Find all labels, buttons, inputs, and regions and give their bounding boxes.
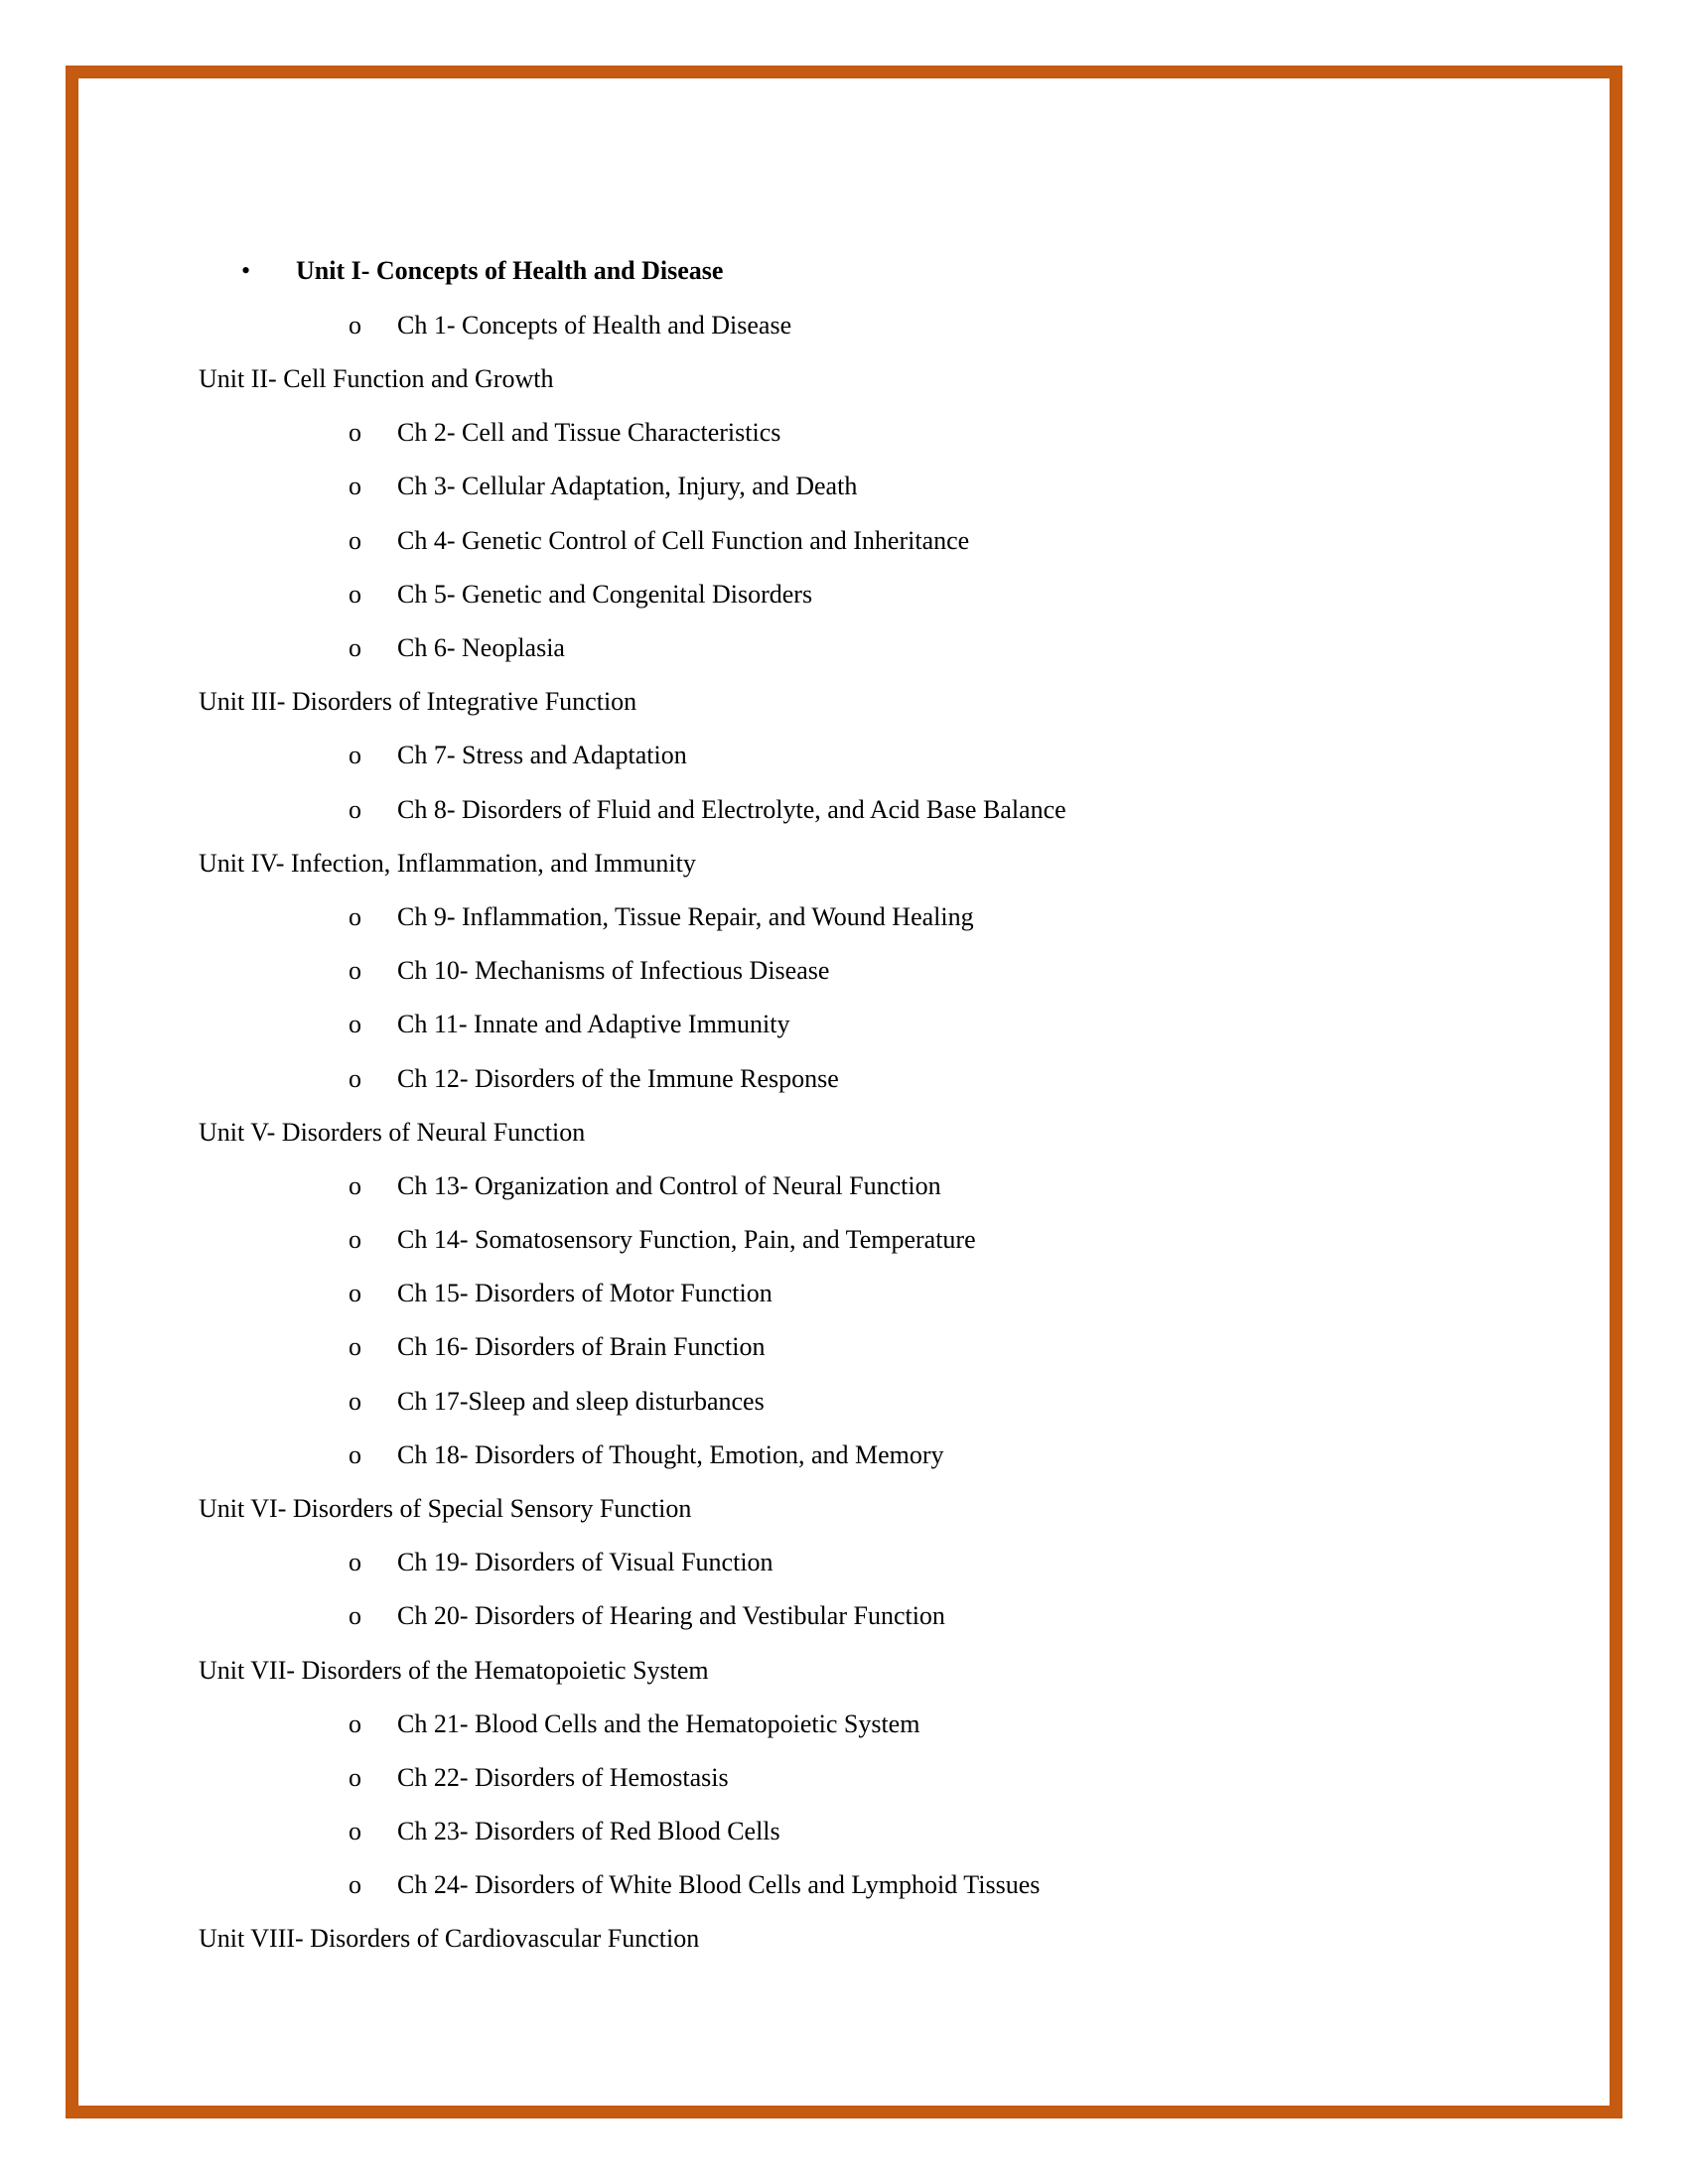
chapter-15: Ch 15- Disorders of Motor Function	[397, 1279, 773, 1307]
chapter-2: Ch 2- Cell and Tissue Characteristics	[397, 418, 781, 447]
chapter-bullet-icon: o	[349, 1763, 361, 1792]
chapter-17: Ch 17-Sleep and sleep disturbances	[397, 1387, 765, 1416]
chapter-bullet-icon: o	[349, 1171, 361, 1200]
unit-title-7: Unit VII- Disorders of the Hematopoietic System	[199, 1656, 709, 1685]
chapter-bullet-icon: o	[349, 1225, 361, 1254]
chapter-6: Ch 6- Neoplasia	[397, 633, 565, 662]
chapter-bullet-icon: o	[349, 580, 361, 609]
chapter-7: Ch 7- Stress and Adaptation	[397, 741, 687, 769]
chapter-19: Ch 19- Disorders of Visual Function	[397, 1548, 774, 1576]
chapter-23: Ch 23- Disorders of Red Blood Cells	[397, 1817, 780, 1845]
chapter-bullet-icon: o	[349, 1440, 361, 1469]
chapter-bullet-icon: o	[349, 956, 361, 985]
unit-title-8: Unit VIII- Disorders of Cardiovascular Function	[199, 1924, 700, 1953]
chapter-bullet-icon: o	[349, 1870, 361, 1899]
chapter-bullet-icon: o	[349, 795, 361, 824]
chapter-16: Ch 16- Disorders of Brain Function	[397, 1332, 766, 1361]
chapter-bullet-icon: o	[349, 1010, 361, 1038]
chapter-bullet-icon: o	[349, 526, 361, 555]
unit-title-6: Unit VI- Disorders of Special Sensory Function	[199, 1494, 692, 1523]
chapter-18: Ch 18- Disorders of Thought, Emotion, and Memory	[397, 1440, 944, 1469]
chapter-bullet-icon: o	[349, 418, 361, 447]
chapter-bullet-icon: o	[349, 902, 361, 931]
unit-title-1: Unit I- Concepts of Health and Disease	[296, 256, 724, 285]
chapter-9: Ch 9- Inflammation, Tissue Repair, and Wound Healing	[397, 902, 974, 931]
chapter-5: Ch 5- Genetic and Congenital Disorders	[397, 580, 813, 609]
chapter-14: Ch 14- Somatosensory Function, Pain, and Temperature	[397, 1225, 976, 1254]
chapter-22: Ch 22- Disorders of Hemostasis	[397, 1763, 729, 1792]
chapter-8: Ch 8- Disorders of Fluid and Electrolyte, and Acid Base Balance	[397, 795, 1066, 824]
chapter-1: Ch 1- Concepts of Health and Disease	[397, 311, 792, 340]
chapter-bullet-icon: o	[349, 1332, 361, 1361]
chapter-bullet-icon: o	[349, 1817, 361, 1845]
chapter-bullet-icon: o	[349, 1601, 361, 1630]
unit-title-4: Unit IV- Infection, Inflammation, and Immunity	[199, 849, 696, 878]
chapter-13: Ch 13- Organization and Control of Neural Function	[397, 1171, 941, 1200]
chapter-bullet-icon: o	[349, 1064, 361, 1093]
unit-title-3: Unit III- Disorders of Integrative Function	[199, 687, 637, 716]
chapter-bullet-icon: o	[349, 1548, 361, 1576]
chapter-20: Ch 20- Disorders of Hearing and Vestibular Function	[397, 1601, 945, 1630]
chapter-bullet-icon: o	[349, 741, 361, 769]
chapter-bullet-icon: o	[349, 633, 361, 662]
chapter-3: Ch 3- Cellular Adaptation, Injury, and Death	[397, 472, 858, 500]
chapter-bullet-icon: o	[349, 472, 361, 500]
chapter-4: Ch 4- Genetic Control of Cell Function and Inheritance	[397, 526, 970, 555]
chapter-21: Ch 21- Blood Cells and the Hematopoietic System	[397, 1709, 920, 1738]
chapter-10: Ch 10- Mechanisms of Infectious Disease	[397, 956, 830, 985]
unit-bullet-icon: •	[241, 256, 251, 285]
chapter-11: Ch 11- Innate and Adaptive Immunity	[397, 1010, 790, 1038]
chapter-bullet-icon: o	[349, 311, 361, 340]
unit-title-5: Unit V- Disorders of Neural Function	[199, 1118, 586, 1147]
chapter-bullet-icon: o	[349, 1387, 361, 1416]
chapter-24: Ch 24- Disorders of White Blood Cells and Lymphoid Tissues	[397, 1870, 1041, 1899]
chapter-bullet-icon: o	[349, 1709, 361, 1738]
chapter-bullet-icon: o	[349, 1279, 361, 1307]
unit-title-2: Unit II- Cell Function and Growth	[199, 364, 554, 393]
chapter-12: Ch 12- Disorders of the Immune Response	[397, 1064, 839, 1093]
